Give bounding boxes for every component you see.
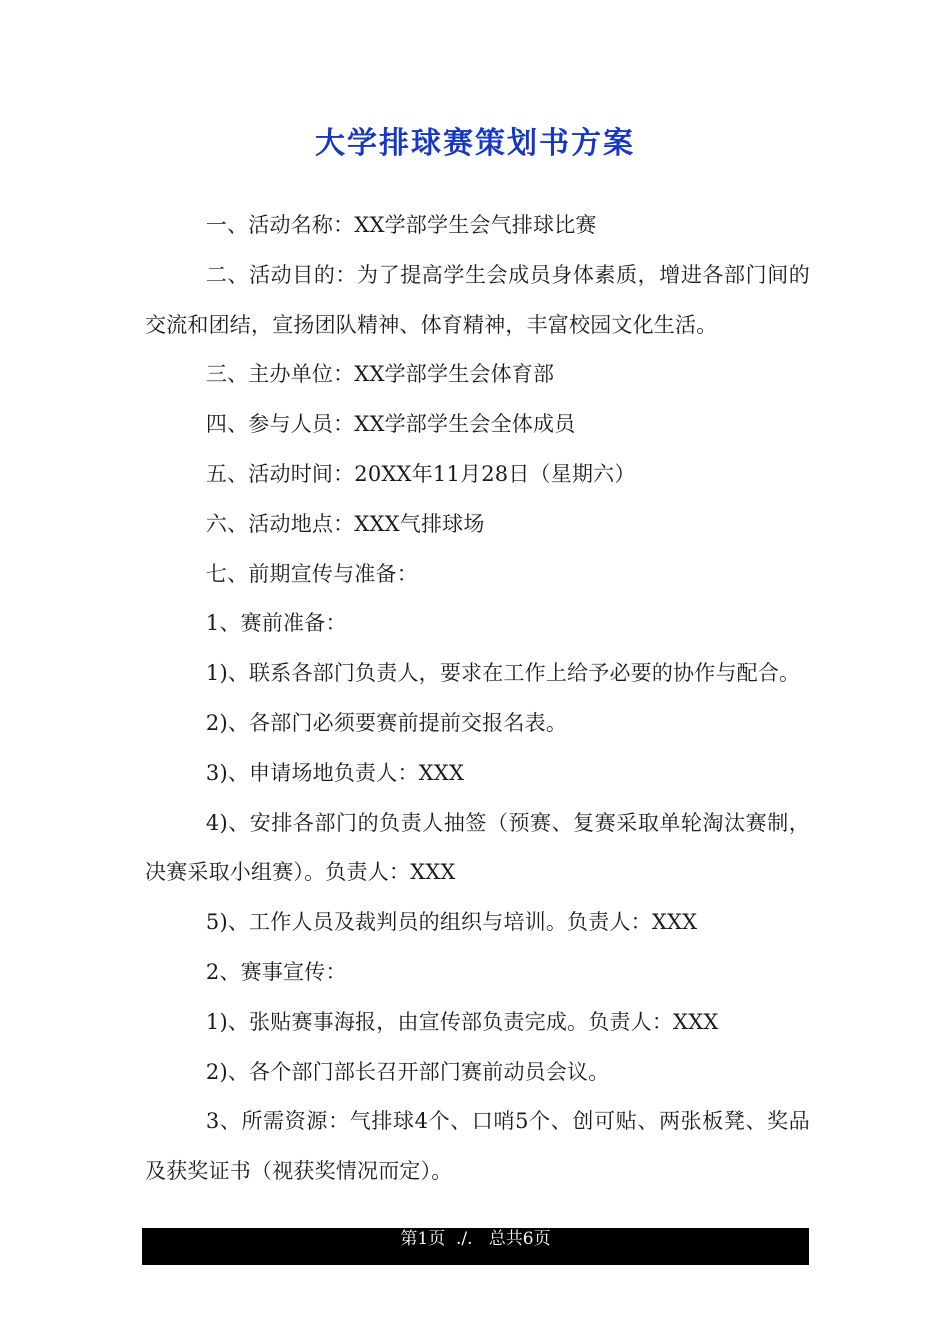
page-number-label: 第1页 ./. 总共6页	[400, 1229, 551, 1249]
paragraph-activity-name: 一、活动名称：XX学部学生会气排球比赛	[205, 213, 597, 237]
paragraph-resources: 3、所需资源：气排球4个、口哨5个、创可贴、两张板凳、奖品及获奖证书（视获奖情况而定）。	[145, 1109, 810, 1184]
paragraph-activity-time: 五、活动时间：20XX年11月28日（星期六）	[205, 461, 636, 486]
page-footer	[142, 1228, 809, 1265]
paragraph-activity-location: 六、活动地点：XXX气排球场	[205, 511, 485, 536]
paragraph-pre-match-heading: 1、赛前准备：	[205, 611, 347, 636]
list-item: 3)、申请场地负责人：XXX	[205, 760, 465, 785]
paragraph-participants: 四、参与人员：XX学部学生会全体成员	[205, 412, 576, 437]
list-item: 4)、安排各部门的负责人抽签（预赛、复赛采取单轮淘汰赛制，决赛采取小组赛）。负责人：XXX	[145, 810, 810, 885]
list-item: 2)、各个部门部长召开部门赛前动员会议。	[205, 1059, 610, 1084]
paragraph-preparation-heading: 七、前期宣传与准备：	[205, 561, 418, 586]
list-item: 1)、张贴赛事海报，由宣传部负责完成。负责人：XXX	[205, 1009, 719, 1034]
document-body	[145, 201, 810, 1197]
paragraph-organizer: 三、主办单位：XX学部学生会体育部	[205, 362, 555, 387]
list-item: 2)、各部门必须要赛前提前交报名表。	[205, 710, 568, 735]
paragraph-publicity-heading: 2、赛事宣传：	[205, 959, 347, 984]
document-title: 大学排球赛策划书方案	[315, 126, 635, 161]
paragraph-activity-purpose: 二、活动目的：为了提高学生会成员身体素质，增进各部门间的交流和团结，宣扬团队精神、体育精神，丰富校园文化生活。	[145, 262, 810, 337]
list-item: 5)、工作人员及裁判员的组织与培训。负责人：XXX	[205, 910, 698, 935]
list-item: 1)、联系各部门负责人，要求在工作上给予必要的协作与配合。	[205, 661, 801, 686]
